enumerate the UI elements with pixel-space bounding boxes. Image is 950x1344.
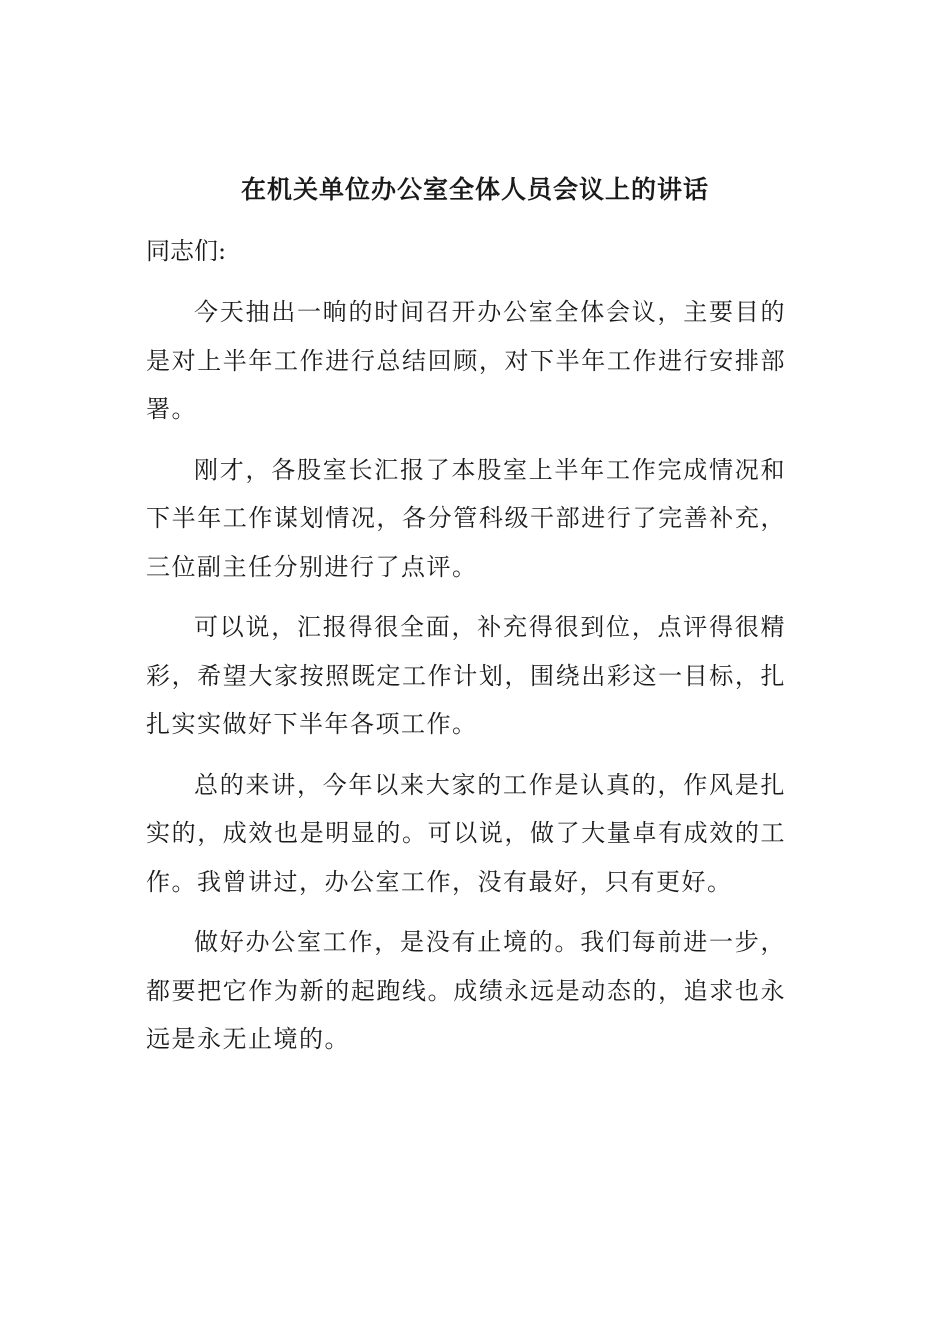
paragraph-1: 今天抽出一晌的时间召开办公室全体会议，主要目的是对上半年工作进行总结回顾，对下半年工作进行安排部署。 (146, 298, 786, 423)
paragraph-3: 可以说，汇报得很全面，补充得很到位，点评得很精彩，希望大家按照既定工作计划，围绕出彩这一目标，扎扎实实做好下半年各项工作。 (146, 613, 786, 738)
salutation: 同志们: (146, 237, 227, 265)
document-body (146, 288, 786, 1076)
paragraph-4: 总的来讲，今年以来大家的工作是认真的，作风是扎实的，成效也是明显的。可以说，做了大量卓有成效的工作。我曾讲过，办公室工作，没有最好，只有更好。 (146, 770, 786, 896)
paragraph-5: 做好办公室工作，是没有止境的。我们每前进一步，都要把它作为新的起跑线。成绩永远是动态的，追求也永远是永无止境的。 (146, 928, 786, 1053)
paragraph-2: 刚才，各股室长汇报了本股室上半年工作完成情况和下半年工作谋划情况，各分管科级干部进行了完善补充，三位副主任分别进行了点评。 (146, 455, 786, 581)
page-title: 在机关单位办公室全体人员会议上的讲话 (240, 175, 709, 204)
